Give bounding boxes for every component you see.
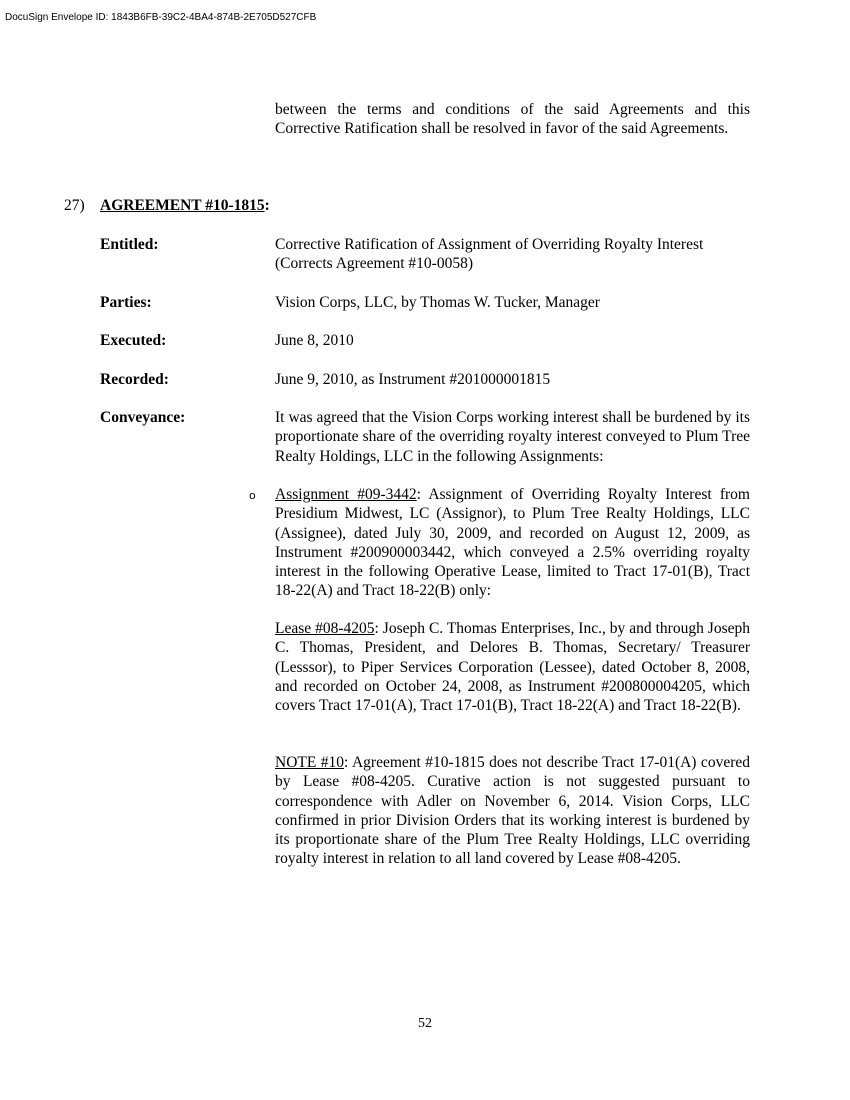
agreement-title-text: AGREEMENT #10-1815 xyxy=(100,197,265,214)
conveyance-label: Conveyance: xyxy=(100,409,186,426)
note-text: : Agreement #10-1815 does not describe Tract 17-01(A) covered by Lease #08-4205. Curative action is not suggested pursuant to correspondence with Adler on November 6, 2014. Vision Corps, LLC confirmed in prior Division Orders that its working interest is burdened by its proportionate share of the Plum Tree Realty Holdings, LLC overriding royalty interest in relation to all land covered by Lease #08-4205. xyxy=(275,754,750,868)
note-reference: NOTE #10 xyxy=(275,754,345,771)
assignment-reference: Assignment #09-3442 xyxy=(275,486,417,503)
agreement-title xyxy=(100,197,270,214)
carryover-paragraph: between the terms and conditions of the said Agreements and this Corrective Ratification shall be resolved in favor of the said Agreements. xyxy=(275,101,750,138)
conveyance-value: It was agreed that the Vision Corps working interest shall be burdened by its proportionate share of the overriding royalty interest conveyed to Plum Tree Realty Holdings, LLC in the following Assignments: xyxy=(275,409,750,465)
executed-value: June 8, 2010 xyxy=(275,332,354,349)
recorded-label: Recorded: xyxy=(100,371,169,388)
entitled-label: Entitled: xyxy=(100,236,159,253)
page-number: 52 xyxy=(418,1016,432,1031)
bullet-icon: o xyxy=(249,489,256,502)
lease-reference: Lease #08-4205 xyxy=(275,620,375,637)
item-number: 27) xyxy=(64,197,85,214)
entitled-value xyxy=(275,235,750,274)
entitled-value-line1: Corrective Ratification of Assignment of Overriding Royalty Interest xyxy=(275,236,704,253)
agreement-heading xyxy=(64,196,270,215)
parties-value: Vision Corps, LLC, by Thomas W. Tucker, Manager xyxy=(275,294,600,311)
parties-label: Parties: xyxy=(100,294,152,311)
agreement-title-suffix: : xyxy=(264,197,270,214)
lease-text: : Joseph C. Thomas Enterprises, Inc., by and through Joseph C. Thomas, President, and Delores B. Thomas, Secretary/ Treasurer (Lesssor), to Piper Services Corporation (Lessee), dated October 8, 2008, and recorded on October 24, 2008, as Instrument #200800004205, which covers Tract 17-01(A), Tract 17-01(B), Tract 18-22(A) and Tract 18-22(B). xyxy=(275,620,750,715)
executed-label: Executed: xyxy=(100,332,167,349)
assignment-text: : Assignment of Overriding Royalty Interest from Presidium Midwest, LC (Assignor), to Plum Tree Realty Holdings, LLC (Assignee), dated July 30, 2009, and recorded on August 12, 2009, as Instrument #200900003442, which conveyed a 2.5% overriding royalty interest in the following Operative Lease, limited to Tract 17-01(B), Tract 18-22(A) and Tract 18-22(B) only: xyxy=(275,486,750,600)
assignment-paragraph xyxy=(275,485,750,601)
note-paragraph xyxy=(275,753,750,869)
docusign-envelope-id: DocuSign Envelope ID: 1843B6FB-39C2-4BA4-874B-2E705D527CFB xyxy=(5,12,317,23)
entitled-value-line2: (Corrects Agreement #10-0058) xyxy=(275,255,473,273)
recorded-value: June 9, 2010, as Instrument #201000001815 xyxy=(275,371,551,388)
lease-paragraph xyxy=(275,619,750,715)
